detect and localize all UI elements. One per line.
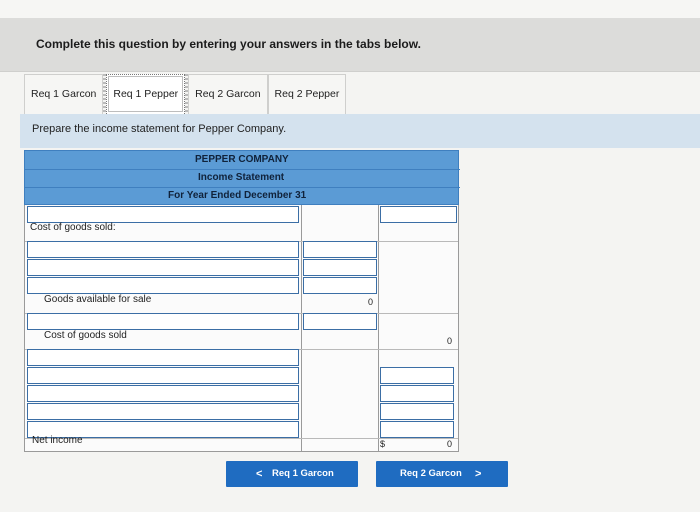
cogs-section-label: Cost of goods sold:: [30, 222, 116, 233]
label-input[interactable]: [27, 313, 299, 330]
label-input[interactable]: [27, 259, 299, 276]
amount-input[interactable]: [380, 367, 454, 384]
instruction-bar: [20, 114, 700, 148]
next-button-label: Req 2 Garcon: [400, 468, 462, 479]
amount-input[interactable]: [380, 206, 457, 223]
prev-button-label: Req 1 Garcon: [272, 468, 334, 479]
column-divider: [378, 205, 379, 452]
amount-input[interactable]: [303, 241, 377, 258]
tab-req-1-pepper[interactable]: Req 1 Pepper: [106, 74, 185, 114]
label-input[interactable]: [27, 385, 299, 402]
chevron-left-icon: <: [256, 468, 263, 480]
top-strip: [0, 0, 700, 18]
amount-input[interactable]: [380, 403, 454, 420]
question-instructions: Complete this question by entering your answers in the tabs below.: [36, 37, 421, 51]
label-input[interactable]: [27, 277, 299, 294]
statement-title: Income Statement: [198, 172, 285, 183]
company-name: PEPPER COMPANY: [195, 154, 289, 165]
statement-header: [24, 150, 459, 205]
label-input[interactable]: [27, 241, 299, 258]
statement-grid: [24, 205, 459, 452]
label-input[interactable]: [27, 206, 299, 223]
statement-period: For Year Ended December 31: [168, 190, 307, 201]
question-header: [0, 18, 700, 72]
net-income-label: Net income: [32, 435, 83, 446]
instruction-text: Prepare the income statement for Pepper Company.: [32, 123, 287, 135]
amount-input[interactable]: [380, 385, 454, 402]
amount-input[interactable]: [303, 277, 377, 294]
label-input[interactable]: [27, 367, 299, 384]
next-button[interactable]: [376, 461, 508, 487]
label-input[interactable]: [27, 403, 299, 420]
amount-input[interactable]: [303, 259, 377, 276]
chevron-right-icon: >: [475, 468, 482, 480]
tab-req-2-garcon[interactable]: Req 2 Garcon: [188, 74, 267, 114]
label-input[interactable]: [27, 349, 299, 366]
amount-input[interactable]: [303, 313, 377, 330]
tab-req-2-pepper[interactable]: Req 2 Pepper: [268, 74, 347, 114]
column-divider: [301, 205, 302, 452]
goods-available-value: 0: [367, 297, 373, 307]
cost-of-goods-sold-label: Cost of goods sold: [44, 330, 127, 341]
net-income-value: 0: [446, 439, 452, 449]
tab-bar: [24, 74, 346, 114]
tab-req-1-garcon[interactable]: Req 1 Garcon: [24, 74, 103, 114]
amount-input[interactable]: [380, 421, 454, 438]
goods-available-label: Goods available for sale: [44, 294, 152, 305]
prev-button[interactable]: [226, 461, 358, 487]
currency-symbol: $: [380, 439, 386, 449]
cost-of-goods-sold-value: 0: [446, 336, 452, 346]
